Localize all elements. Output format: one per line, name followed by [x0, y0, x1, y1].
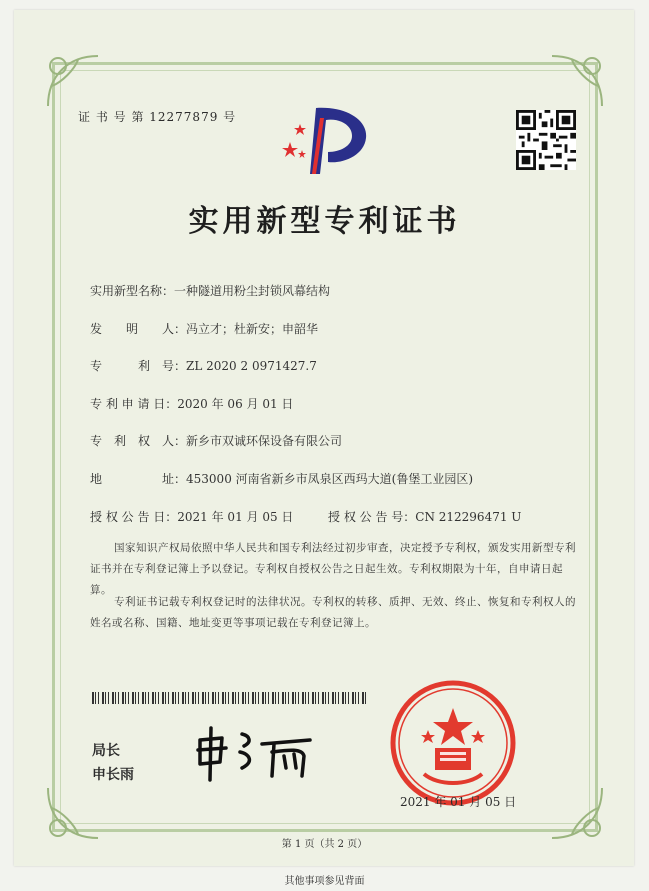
barcode-bar [102, 692, 104, 704]
body-paragraph-2: 专利证书记载专利权登记时的法律状况。专利权的转移、质押、无效、终止、恢复和专利权人的姓名或名称、国籍、地址变更等事项记载在专利登记簿上。 [90, 596, 576, 629]
field-label: 专 利 号： [90, 359, 187, 373]
official-seal [388, 678, 518, 808]
barcode-bar [112, 692, 114, 704]
barcode-bar [152, 692, 154, 704]
barcode-bar [322, 692, 324, 704]
field-label: 发 明 人： [90, 322, 187, 336]
barcode-bar [192, 692, 194, 704]
barcode-bar [172, 692, 174, 704]
barcode-bar [92, 692, 94, 704]
barcode-bar [178, 692, 179, 704]
barcode-bar [352, 692, 354, 704]
barcode-bar [162, 692, 164, 704]
barcode-bar [105, 692, 106, 704]
barcode-bar [228, 692, 229, 704]
field-label: 实用新型名称： [90, 284, 175, 298]
barcode-bar [355, 692, 356, 704]
field-value: 一种隧道用粉尘封锁风幕结构 [174, 284, 331, 298]
barcode-bar [212, 692, 214, 704]
field-value: 冯立才；杜新安；申韶华 [186, 322, 319, 336]
barcode-bar [165, 692, 166, 704]
barcode-bar [232, 692, 234, 704]
barcode-bar [198, 692, 199, 704]
barcode-bar [292, 692, 294, 704]
barcode-bar [252, 692, 254, 704]
barcode-bar [312, 692, 314, 704]
barcode-bar [155, 692, 156, 704]
barcode-bar [182, 692, 184, 704]
barcode-bar [175, 692, 176, 704]
qr-code [516, 110, 576, 170]
barcode-bar [298, 692, 299, 704]
barcode-bar [332, 692, 334, 704]
page-number: 第 1 页（共 2 页） [281, 839, 368, 850]
corner-ornament-top-right [542, 46, 612, 116]
field-filing-date [90, 395, 293, 412]
field-label: 地 址： [90, 472, 187, 486]
handwritten-signature [192, 722, 332, 782]
barcode-bar [288, 692, 289, 704]
barcode-bar [118, 692, 119, 704]
barcode-bar [215, 692, 216, 704]
field-value: 2021 年 01 月 05 日 [177, 510, 294, 524]
certificate-title: 实用新型专利证书 [188, 204, 461, 239]
field-utility-model-name [90, 282, 330, 299]
field-patent-number [90, 357, 317, 374]
field-value: 2020 年 06 月 01 日 [177, 397, 294, 411]
barcode-bar [358, 692, 359, 704]
barcode-bar [142, 692, 144, 704]
barcode [92, 692, 370, 704]
barcode-bar [188, 692, 189, 704]
field-label: 授 权 公 告 号： [328, 510, 416, 524]
barcode-bar [262, 692, 264, 704]
field-address [90, 470, 473, 487]
signatory-name: 申长雨 [92, 767, 134, 783]
barcode-bar [308, 692, 309, 704]
barcode-bar [138, 692, 139, 704]
field-value: CN 212296471 U [415, 510, 522, 524]
body-paragraph-1: 国家知识产权局依照中华人民共和国专利法经过初步审查，决定授予专利权，颁发实用新型专利证书并在专利登记簿上予以登记。专利权自授权公告之日起生效。专利权期限为十年，自申请日起算。 [90, 542, 576, 596]
barcode-bar [318, 692, 319, 704]
field-label: 授 权 公 告 日： [90, 510, 178, 524]
barcode-bar [365, 692, 366, 704]
barcode-bar [245, 692, 246, 704]
barcode-bar [205, 692, 206, 704]
barcode-bar [202, 692, 204, 704]
barcode-bar [362, 692, 364, 704]
patent-office-logo [276, 102, 376, 178]
barcode-bar [248, 692, 249, 704]
field-value: ZL 2020 2 0971427.7 [186, 359, 317, 373]
barcode-bar [108, 692, 109, 704]
barcode-bar [208, 692, 209, 704]
barcode-bar [238, 692, 239, 704]
barcode-bar [185, 692, 186, 704]
field-grant-number [328, 508, 521, 525]
field-inventor [90, 320, 318, 337]
barcode-bar [328, 692, 329, 704]
seal-date: 2021 年 01 月 05 日 [400, 795, 517, 809]
footer-note: 其他事项参见背面 [284, 876, 365, 887]
barcode-bar [235, 692, 236, 704]
barcode-bar [285, 692, 286, 704]
barcode-bar [268, 692, 269, 704]
corner-ornament-top-left [38, 46, 108, 116]
barcode-bar [168, 692, 169, 704]
field-value: 新乡市双诚环保设备有限公司 [186, 434, 343, 448]
barcode-bar [345, 692, 346, 704]
barcode-bar [115, 692, 116, 704]
barcode-bar [242, 692, 244, 704]
certificate-number: 证 书 号 第 12277879 号 [78, 110, 237, 124]
barcode-bar [95, 692, 96, 704]
barcode-bar [315, 692, 316, 704]
barcode-bar [222, 692, 224, 704]
field-grant-date [90, 508, 293, 525]
barcode-bar [342, 692, 344, 704]
barcode-bar [148, 692, 149, 704]
barcode-bar [158, 692, 159, 704]
barcode-bar [255, 692, 256, 704]
barcode-bar [122, 692, 124, 704]
field-value: 453000 河南省新乡市凤泉区西玛大道(鲁堡工业园区) [186, 472, 474, 486]
barcode-bar [195, 692, 196, 704]
barcode-bar [348, 692, 349, 704]
barcode-bar [145, 692, 146, 704]
barcode-bar [305, 692, 306, 704]
field-label: 专 利 权 人： [90, 434, 187, 448]
barcode-bar [258, 692, 259, 704]
field-label: 专 利 申 请 日： [90, 397, 178, 411]
barcode-bar [325, 692, 326, 704]
barcode-bar [335, 692, 336, 704]
barcode-bar [128, 692, 129, 704]
barcode-bar [132, 692, 134, 704]
barcode-bar [275, 692, 276, 704]
barcode-bar [135, 692, 136, 704]
signatory-title: 局长 [92, 743, 120, 759]
barcode-bar [272, 692, 274, 704]
barcode-bar [265, 692, 266, 704]
barcode-bar [225, 692, 226, 704]
barcode-bar [338, 692, 339, 704]
barcode-bar [98, 692, 99, 704]
field-patent-holder [90, 432, 342, 449]
barcode-bar [125, 692, 126, 704]
barcode-bar [282, 692, 284, 704]
barcode-bar [302, 692, 304, 704]
barcode-bar [295, 692, 296, 704]
barcode-bar [218, 692, 219, 704]
barcode-bar [278, 692, 279, 704]
